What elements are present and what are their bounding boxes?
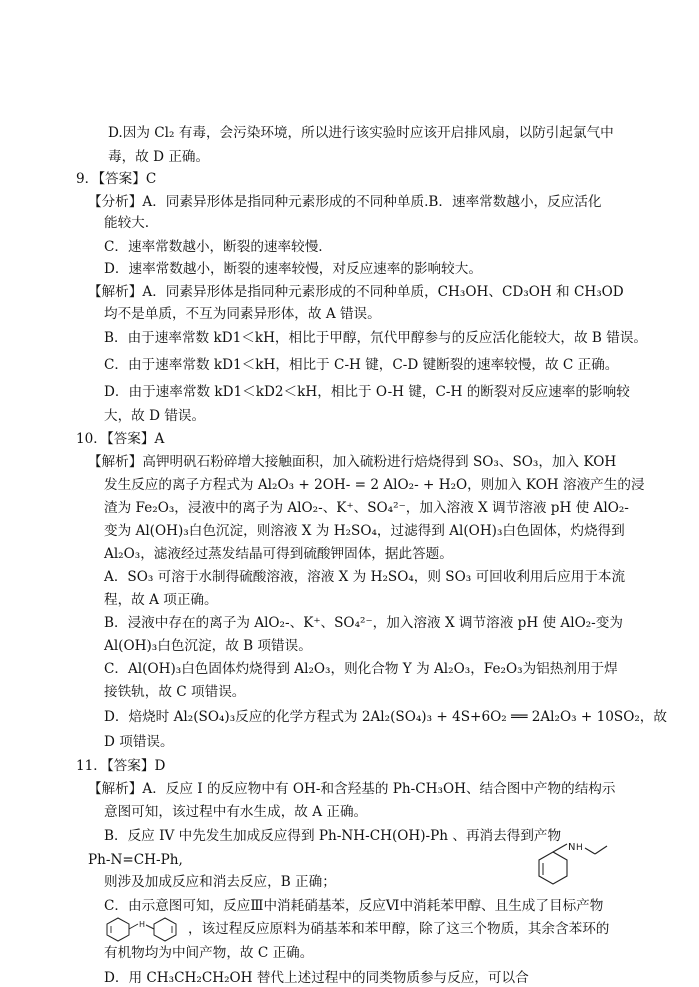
text-line: D．由于速率常数 kD1＜kD2＜kH，相比于 O-H 键，C-H 的断裂对反应速率的影响较 — [104, 384, 630, 400]
text-line: D．用 CH₃CH₂CH₂OH 替代上述过程中的同类物质参与反应，可以合 — [104, 970, 529, 986]
text-line: C．Al(OH)₃白色固体灼烧得到 Al₂O₃，则化合物 Y 为 Al₂O₃，Fe₂O₃为铝热剂用于焊 — [104, 661, 618, 677]
text-line: 变为 Al(OH)₃白色沉淀，则溶液 X 为 H₂SO₄，过滤得到 Al(OH)₃白色固体，灼烧得到 — [104, 523, 625, 539]
text-line: 接铁轨，故 C 项错误。 — [104, 684, 246, 700]
text-line: B．浸液中存在的离子为 AlO₂-、K⁺、SO₄²⁻，加入溶液 X 调节溶液 pH 使 AlO₂-变为 — [104, 615, 623, 631]
text-line: C．由于速率常数 kD1＜kH，相比于 C-H 键，C-D 键断裂的速率较慢，故 C 正确。 — [104, 357, 619, 373]
text-line: D．焙烧时 Al₂(SO₄)₃反应的化学方程式为 2Al₂(SO₄)₃ + 4S+6O₂ ══ 2Al₂O₃ + 10SO₂，故 — [104, 709, 667, 725]
question-11-answer: 11．【答案】D — [76, 758, 166, 774]
text-line: D 项错误。 — [104, 734, 174, 750]
text-line: 能较大. — [104, 215, 150, 231]
text-line: 大，故 D 错误。 — [104, 408, 206, 424]
text-line: 则涉及加成反应和消去反应，B 正确； — [104, 874, 336, 890]
text-line: 意图可知，该过程中有水生成，故 A 正确。 — [104, 804, 368, 820]
question-10-answer: 10．【答案】A — [76, 431, 165, 447]
imine-product-structure-icon — [104, 915, 186, 943]
text-line: 【解析】A．反应 I 的反应物中有 OH-和含羟基的 Ph-CH₃OH、结合图中产物的结构示 — [88, 781, 616, 797]
imine-n-label: H — [139, 920, 146, 929]
question-9-answer: 9．【答案】C — [76, 171, 157, 187]
text-line: 发生反应的离子方程式为 Al₂O₃ + 2OH- = 2 AlO₂- + H₂O，则加入 KOH 溶液产生的浸 — [104, 477, 645, 493]
text-line: 【解析】A．同素异形体是指同种元素形成的不同种单质，CH₃OH、CD₃OH 和 CH₃OD — [88, 284, 624, 300]
text-line: 毒，故 D 正确。 — [108, 149, 210, 165]
text-line: Ph-N=CH-Ph, — [88, 852, 183, 868]
ethyl-h-label: H — [576, 843, 583, 853]
text-line: C．由示意图可知，反应Ⅲ中消耗硝基苯，反应Ⅵ中消耗苯甲醇、且生成了目标产物 — [104, 898, 604, 914]
text-line: 【分析】A．同素异形体是指同种元素形成的不同种单质.B．速率常数越小，反应活化 — [88, 194, 602, 210]
text-line: D.因为 Cl₂ 有毒，会污染环境，所以进行该实验时应该开启排风扇，以防引起氯气中 — [108, 125, 614, 141]
text-line: B．由于速率常数 kD1＜kH，相比于甲醇，氘代甲醇参与的反应活化能较大，故 B 错误。 — [104, 330, 648, 346]
text-line: 有机物均为中间产物，故 C 正确。 — [104, 945, 314, 961]
text-line: 均不是单质，不互为同素异形体，故 A 错误。 — [104, 306, 381, 322]
text-line: C．速率常数越小，断裂的速率较慢. — [104, 239, 323, 255]
ethyl-n-label: N — [568, 842, 576, 853]
text-line: 渣为 Fe₂O₃，浸液中的离子为 AlO₂-、K⁺、SO₄²⁻，加入溶液 X 调节溶液 pH 使 AlO₂- — [104, 500, 629, 516]
text-line: B．反应 IV 中先发生加成反应得到 Ph-NH-CH(OH)-Ph 、再消去得到产物 — [104, 828, 562, 844]
n-ethylaniline-structure-icon — [533, 842, 617, 886]
text-line: 程，故 A 项正确。 — [104, 592, 218, 608]
text-line: 【解析】高钾明矾石粉碎增大接触面积，加入硫粉进行焙烧得到 SO₃、SO₃，加入 KOH — [88, 454, 617, 470]
text-line: ，该过程反应原料为硝基苯和苯甲醇，除了这三个物质，其余含苯环的 — [188, 921, 610, 937]
text-line: D．速率常数越小，断裂的速率较慢，对反应速率的影响较大。 — [104, 261, 482, 277]
text-line: A．SO₃ 可溶于水制得硫酸溶液，溶液 X 为 H₂SO₄，则 SO₃ 可回收利用后应用于本流 — [104, 569, 626, 585]
text-line: Al₂O₃，滤液经过蒸发结晶可得到硫酸钾固体，据此答题。 — [104, 546, 453, 562]
text-line: Al(OH)₃白色沉淀，故 B 项错误。 — [104, 638, 312, 654]
